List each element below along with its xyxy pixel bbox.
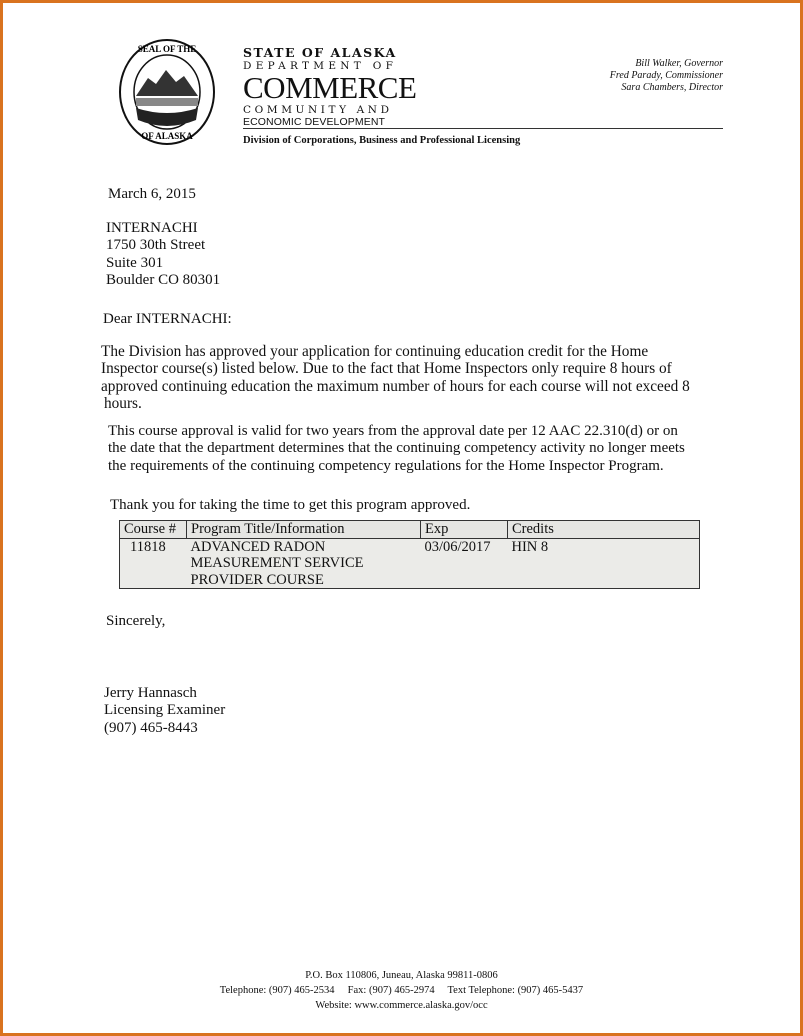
address-line: Suite 301 <box>106 254 164 271</box>
cell-title <box>187 538 421 589</box>
division-name: Division of Corporations, Business and Professional Licensing <box>243 135 521 146</box>
paragraph-line: approved continuing education the maximum number of hours for each course will not exceed 8 <box>101 377 690 395</box>
table-row <box>120 538 700 589</box>
department-of: DEPARTMENT OF <box>243 60 398 72</box>
paragraph-line: the requirements of the continuing competency regulations for the Home Inspector Program. <box>108 457 664 474</box>
recipient-address <box>106 220 220 289</box>
course-table <box>119 520 700 589</box>
official: Fred Parady, Commissioner <box>609 70 723 81</box>
letterhead-footer <box>0 968 803 1013</box>
thanks-line: Thank you for taking the time to get this program approved. <box>110 497 471 513</box>
official: Sara Chambers, Director <box>621 82 723 93</box>
header-course: Course # <box>120 521 187 539</box>
alaska-state-seal <box>118 38 216 146</box>
address-line: Boulder CO 80301 <box>106 271 221 288</box>
paragraph-validity <box>108 423 685 475</box>
header-credits: Credits <box>508 521 700 539</box>
paragraph-approval <box>101 343 690 412</box>
svg-text:SEAL OF THE: SEAL OF THE <box>137 44 197 54</box>
title-line: PROVIDER COURSE <box>190 571 324 588</box>
signer-title: Licensing Examiner <box>104 702 226 719</box>
salutation: Dear INTERNACHI: <box>103 311 232 327</box>
department-logo <box>243 46 416 128</box>
cell-exp: 03/06/2017 <box>421 538 508 589</box>
footer-address: P.O. Box 110806, Juneau, Alaska 99811-0806 <box>305 970 498 981</box>
signature-block <box>104 685 225 737</box>
paragraph-line: The Division has approved your application for continuing education credit for the Home <box>101 343 649 360</box>
table-header-row <box>120 521 700 539</box>
address-line: INTERNACHI <box>106 220 198 236</box>
cell-course: 11818 <box>120 538 187 589</box>
address-line: 1750 30th Street <box>106 237 206 254</box>
official: Bill Walker, Governor <box>635 58 723 69</box>
paragraph-line: This course approval is valid for two years from the approval date per 12 AAC 22.310(d) or on <box>108 423 678 439</box>
paragraph-line: hours. <box>104 394 142 412</box>
title-line: ADVANCED RADON <box>190 538 326 555</box>
officials-list <box>610 58 723 94</box>
header-exp: Exp <box>421 521 508 539</box>
signer-phone: (907) 465-8443 <box>104 719 198 736</box>
svg-text:OF ALASKA: OF ALASKA <box>141 131 193 141</box>
paragraph-line: the date that the department determines that the continuing competency activity no longer meets <box>108 440 685 457</box>
closing: Sincerely, <box>106 613 166 629</box>
title-line: MEASUREMENT SERVICE <box>190 555 364 571</box>
state-name: STATE OF ALASKA <box>243 45 397 60</box>
header-title: Program Title/Information <box>187 521 421 539</box>
cell-credits: HIN 8 <box>508 538 700 589</box>
signer-name: Jerry Hannasch <box>104 685 197 701</box>
commerce-wordmark: COMMERCE <box>243 70 417 105</box>
footer-website: Website: www.commerce.alaska.gov/occ <box>315 1000 488 1011</box>
letter-date: March 6, 2015 <box>108 186 196 202</box>
letterhead-divider <box>243 128 723 129</box>
community-and: COMMUNITY AND <box>243 104 393 116</box>
economic-development: ECONOMIC DEVELOPMENT <box>243 116 386 128</box>
footer-phones: Telephone: (907) 465-2534 Fax: (907) 465-2974 Text Telephone: (907) 465-5437 <box>219 985 584 996</box>
paragraph-line: Inspector course(s) listed below. Due to the fact that Home Inspectors only require 8 hours of <box>101 360 672 378</box>
